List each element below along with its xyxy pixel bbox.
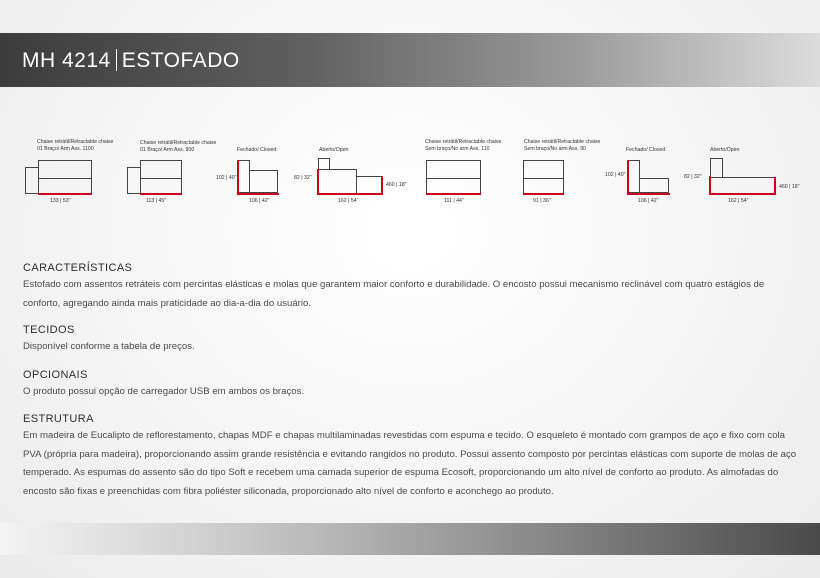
figure-8-caption [710,147,739,154]
section-estrutura [23,413,801,501]
figure-6-back [523,160,564,179]
figure-5-caption [425,139,501,152]
figure-3-caption-line1: Fechado/ Closed [237,147,277,153]
figure-2-red-line [140,193,182,195]
figure-4-width: 162 | 54" [338,198,359,204]
section-title: CARACTERÍSTICAS [23,262,133,274]
figure-5-caption-line2: Sem braço/No arm Ass. 110 [425,145,490,152]
section-text: Disponível conforme a tabela de preços. [23,341,195,352]
figure-8-height: 82 | 32" [684,174,702,180]
figure-8-caption-line1: Aberto/Open [710,147,740,153]
figure-4-caption [319,147,348,154]
figure-3-seat [249,170,278,193]
section-text: Em madeira de Eucalipto de reflorestamento, chapas MDF e chapas multilaminadas revestidas com espuma e tecido. O esqueleto é montado com grampos de aço e fixo com cola PVA (própria para madeira), proporcionando assim grande resistência e evitando rangidos no produto. Possui assento composto por percintas elásticas com suporte de molas de aço temperado. As espumas do assento são do tipo Soft e recebem uma camada superior de espuma Ecosoft, proporcionando um alto nível de conforto ao produto. As almofadas do encosto são fixas e preenchidas com fibra poliéster siliconada, proporcionado alto nível de conforto e aconchego ao produto. [23,430,797,497]
section-opcionais [23,369,801,402]
figure-4-footrest [356,176,382,194]
figure-4-depth: 460 | 18" [386,182,407,188]
figure-7-caption [626,147,665,154]
figure-6-caption [524,139,600,152]
figure-4-red-height [317,169,319,194]
figure-3-height: 102 | 40" [216,175,237,181]
figure-4-height: 82 | 32" [294,175,312,181]
section-caracteristicas [23,262,801,313]
section-title: OPCIONAIS [23,369,88,381]
page-title [22,49,240,73]
figure-2-arm [127,167,141,194]
figure-5-caption-line1: Chaise retrátil/Retractable chaise [425,139,502,145]
figure-6-red-line [523,193,564,195]
figure-2-caption-line2: 01 Braço/ Arm Ass. 900 [140,146,195,153]
figure-1-width: 133 | 53" [50,198,71,204]
figure-6-width: 91 | 36" [533,198,551,204]
figure-1-back [38,160,92,179]
footer-band [0,523,820,555]
figure-7-height: 102 | 40" [605,172,626,178]
figure-8-seat [710,177,775,194]
figure-8-red-depth [774,177,776,194]
figure-4-seat [318,169,357,194]
figure-1-caption-line1: Chaise retrátil/Retractable chaise [37,139,114,145]
section-tecidos [23,324,801,357]
figure-3-width: 106 | 42" [249,198,270,204]
figure-8-headrest [710,158,723,178]
figure-1-caption-line2: 01 Braço/ Arm Ass. 1100 [37,145,94,152]
product-name: ESTOFADO [121,49,240,72]
section-text: O produto possui opção de carregador USB em ambos os braços. [23,386,305,397]
figure-4-red-line [317,193,383,195]
figure-3-red-height [237,160,239,194]
figure-4-caption-line1: Aberto/Open [319,147,349,153]
figure-7-width: 106 | 42" [638,198,659,204]
figure-1-arm [25,167,39,194]
model-code: MH 4214 [22,49,111,72]
figure-7-red-line [627,193,670,195]
figure-8-depth: 460 | 18" [779,184,800,190]
figure-8-red-line [709,193,776,195]
figure-7-red-height [627,160,629,194]
figure-4-red-depth [381,176,383,194]
figure-2-width: 113 | 45" [146,198,167,204]
figure-7-seat [639,178,669,193]
section-text: Estofado com assentos retráteis com percintas elásticas e molas que garantem maior conforto e durabilidade. O encosto possui mecanismo reclinável com quatro estágios de conforto, agregando ainda mais praticidade ao dia-a-dia do usuário. [23,279,765,309]
figure-3-red-line [237,193,279,195]
figure-2-back [140,160,182,179]
figure-1-caption [37,139,113,152]
figure-7-caption-line1: Fechado/ Closed [626,147,666,153]
figure-6-caption-line2: Sem braço/No arm Ass. 90 [524,145,586,152]
figure-8-width: 162 | 54" [728,198,749,204]
section-title: TECIDOS [23,324,75,336]
section-title: ESTRUTURA [23,413,94,425]
figure-5-red-line [426,193,481,195]
figure-5-back [426,160,481,179]
title-separator [116,49,117,71]
figure-2-caption [140,140,216,153]
figure-8-red-height [709,176,711,194]
figure-3-caption [237,147,276,154]
figure-5-width: 111 | 44" [444,198,464,204]
figure-6-caption-line1: Chaise retrátil/Retractable chaise [524,139,601,145]
figure-2-caption-line1: Chaise retrátil/Retractable chaise [140,140,217,146]
figure-1-red-line [38,193,92,195]
